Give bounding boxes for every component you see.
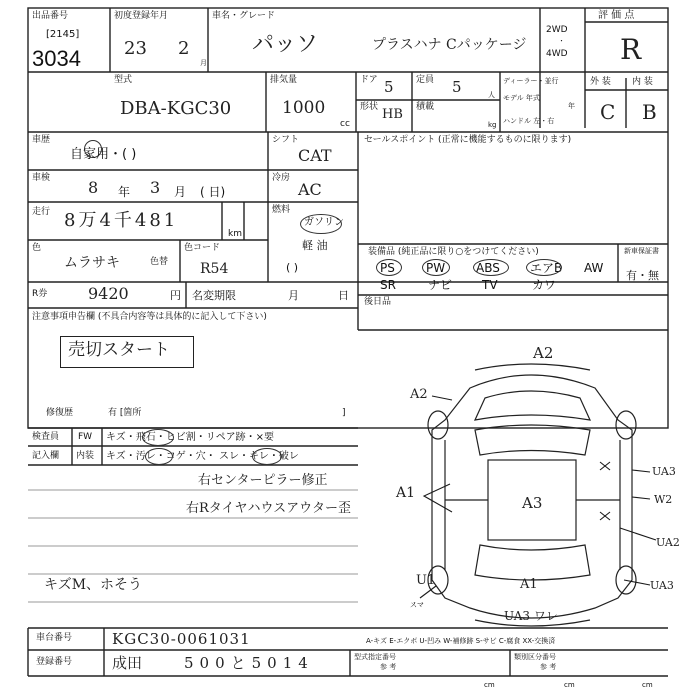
cc-unit: cc <box>340 119 350 129</box>
equip-abs: ABS <box>476 261 500 275</box>
history-label: 車歴 <box>32 135 51 145</box>
chassis-number: KGC30-0061031 <box>112 630 251 648</box>
shift-label: シフト <box>272 135 300 145</box>
equip-aw: AW <box>584 261 604 275</box>
equip-leather: カワ <box>532 278 557 292</box>
disp-label: 排気量 <box>270 75 298 85</box>
reg-label: 登録番号 <box>36 657 73 667</box>
recycle-value: 9420 <box>88 284 129 303</box>
mark-center: A3 <box>522 494 543 512</box>
note-line-2: 右Rタイヤハウスアウター歪 <box>186 501 352 516</box>
category-ref: 参 考 <box>540 663 557 671</box>
lot-label: 出品番号 <box>32 11 69 21</box>
notes-label: 注意事項申告欄 (不具合内容等は具体的に記入して下さい) <box>32 312 267 322</box>
cm-unit-3: cm <box>642 681 653 689</box>
insp-month-unit: 月 <box>174 185 187 199</box>
ac-label: 冷房 <box>272 173 291 183</box>
designation-label: 型式指定番号 <box>354 653 396 661</box>
displacement-value: 1000 <box>282 98 326 118</box>
color-code-value: R54 <box>200 261 229 277</box>
deadline-month-unit: 月 <box>288 289 299 302</box>
stamp-text: 売切スタート <box>68 340 170 360</box>
fuel-diesel: 軽 油 <box>302 239 328 252</box>
doors-value: 5 <box>384 78 394 96</box>
equip-ps: PS <box>380 261 395 275</box>
lot-number: 3034 <box>32 46 81 71</box>
mark-bottom-mid: A1 <box>520 577 538 592</box>
color-label: 色 <box>32 243 42 253</box>
load-label: 積載 <box>416 102 435 112</box>
color-value: ムラサキ <box>64 255 120 271</box>
dealer-label: ディーラー・並行 <box>503 77 559 85</box>
insp-year-unit: 年 <box>118 185 131 199</box>
insp-month: 3 <box>150 178 161 197</box>
model-year-label: モデル 年式 <box>503 94 540 102</box>
rating-value: R <box>620 33 642 66</box>
post-items-label: 後日品 <box>364 297 392 307</box>
drive-4wd: 4WD <box>546 49 568 59</box>
name-deadline-label: 名変期限 <box>192 289 236 302</box>
handle-label: ハンドル 左・右 <box>503 117 555 125</box>
name-label: 車名・グレード <box>212 11 276 21</box>
year-unit: 年 <box>568 102 575 110</box>
designation-ref: 参 考 <box>380 663 397 671</box>
equip-pw: PW <box>426 261 446 275</box>
deadline-day-unit: 日 <box>338 289 349 302</box>
note-line-1: 右センターピラー修正 <box>198 473 328 488</box>
mark-right-1: UA3 <box>652 465 676 478</box>
yen-unit: 円 <box>170 289 181 302</box>
recycle-label: R券 <box>32 289 48 299</box>
mileage-label: 走行 <box>32 207 51 217</box>
damage-legend: A-キズ E-エクボ U-凹み W-補修跡 S-サビ C-腐食 XX-交換済 <box>366 637 556 645</box>
mark-left-bottom: U1 <box>416 573 436 588</box>
inspection-label: 車検 <box>32 173 51 183</box>
entry-label: 記入欄 <box>32 451 60 461</box>
mark-top: A2 <box>533 344 554 362</box>
fw-label: FW <box>78 432 93 442</box>
capacity-label: 定員 <box>416 75 435 85</box>
cm-unit-1: cm <box>484 681 495 689</box>
warranty-label: 新車保証書 <box>624 247 659 255</box>
inspector-label: 検査員 <box>32 432 60 442</box>
category-label: 類別区分番号 <box>514 653 556 661</box>
mark-right-4: UA3 <box>650 579 674 592</box>
fw-items: キズ・飛石・ヒビ割・リペア跡・×要 <box>106 432 274 443</box>
repair-label: 修復歴 <box>46 408 74 418</box>
interior-label: 内装 <box>76 451 95 461</box>
model-value: DBA-KGC30 <box>120 98 232 119</box>
mileage-value: 8万4千481 <box>64 210 179 231</box>
mark-right-3: UA2 <box>656 536 680 549</box>
warranty-value: 有・無 <box>626 269 659 282</box>
equip-airbag: エアB <box>530 261 563 275</box>
mark-bottom: UA3 ワレ <box>504 609 558 623</box>
chassis-label: 車台番号 <box>36 633 73 643</box>
note-line-3: キズM、ホそう <box>44 577 143 593</box>
reg-place: 成田 <box>112 654 143 672</box>
insp-year: 8 <box>88 178 99 197</box>
fuel-gas: ガソリン <box>304 217 344 228</box>
mark-left-top: A2 <box>410 387 428 402</box>
first-reg-month: 2 <box>178 38 190 59</box>
mark-right-2: W2 <box>654 493 673 506</box>
km-unit: km <box>228 229 242 239</box>
cm-unit-2: cm <box>564 681 575 689</box>
drive-2wd: 2WD <box>546 25 568 35</box>
history-value: 自家用・( ) <box>70 147 137 162</box>
fuel-other: ( ) <box>286 261 299 274</box>
kg-unit: kg <box>488 121 497 129</box>
equipment-label: 装備品 (純正品に限り○をつけてください) <box>368 247 539 257</box>
month-unit: 月 <box>200 59 207 67</box>
model-label: 型式 <box>114 75 133 85</box>
doors-label: ドア <box>360 75 378 85</box>
equip-navi: ナビ <box>428 278 453 292</box>
first-reg-label: 初度登録年月 <box>114 11 169 21</box>
fuel-label: 燃料 <box>272 205 291 215</box>
sales-point-label: セールスポイント (正常に機能するものに限ります) <box>364 135 572 145</box>
person-unit: 人 <box>488 91 495 99</box>
first-reg-year: 23 <box>124 38 147 59</box>
repair-value: 有 [箇所 <box>108 408 142 418</box>
reg-number: 500と5014 <box>184 654 314 672</box>
grade: プラスハナ Cパッケージ <box>372 37 527 53</box>
color-change-label: 色替 <box>150 257 169 267</box>
repair-close: ] <box>342 408 346 418</box>
int-label: 内 装 <box>632 77 653 87</box>
body-value: HB <box>382 107 403 122</box>
ext-label: 外 装 <box>590 77 611 87</box>
shift-value: CAT <box>298 146 332 165</box>
mark-left-mid: A1 <box>396 485 416 501</box>
mark-left-bottom-sub: スマ <box>410 601 424 609</box>
car-name: パッソ <box>252 32 319 57</box>
interior-grade: B <box>642 100 657 124</box>
lot-sub: [2145] <box>46 29 80 40</box>
ac-value: AC <box>298 180 322 199</box>
color-code-label: 色コード <box>184 243 221 253</box>
insp-day: ( 日) <box>200 185 226 199</box>
equip-sr: SR <box>380 278 396 292</box>
capacity-value: 5 <box>452 78 462 96</box>
rating-label: 評 価 点 <box>598 10 635 21</box>
equip-tv: TV <box>482 278 498 292</box>
body-label: 形状 <box>360 102 379 112</box>
interior-items: キズ・汚レ・コゲ・穴・ スレ・キレ・破レ <box>106 451 299 462</box>
exterior-grade: C <box>600 100 616 124</box>
